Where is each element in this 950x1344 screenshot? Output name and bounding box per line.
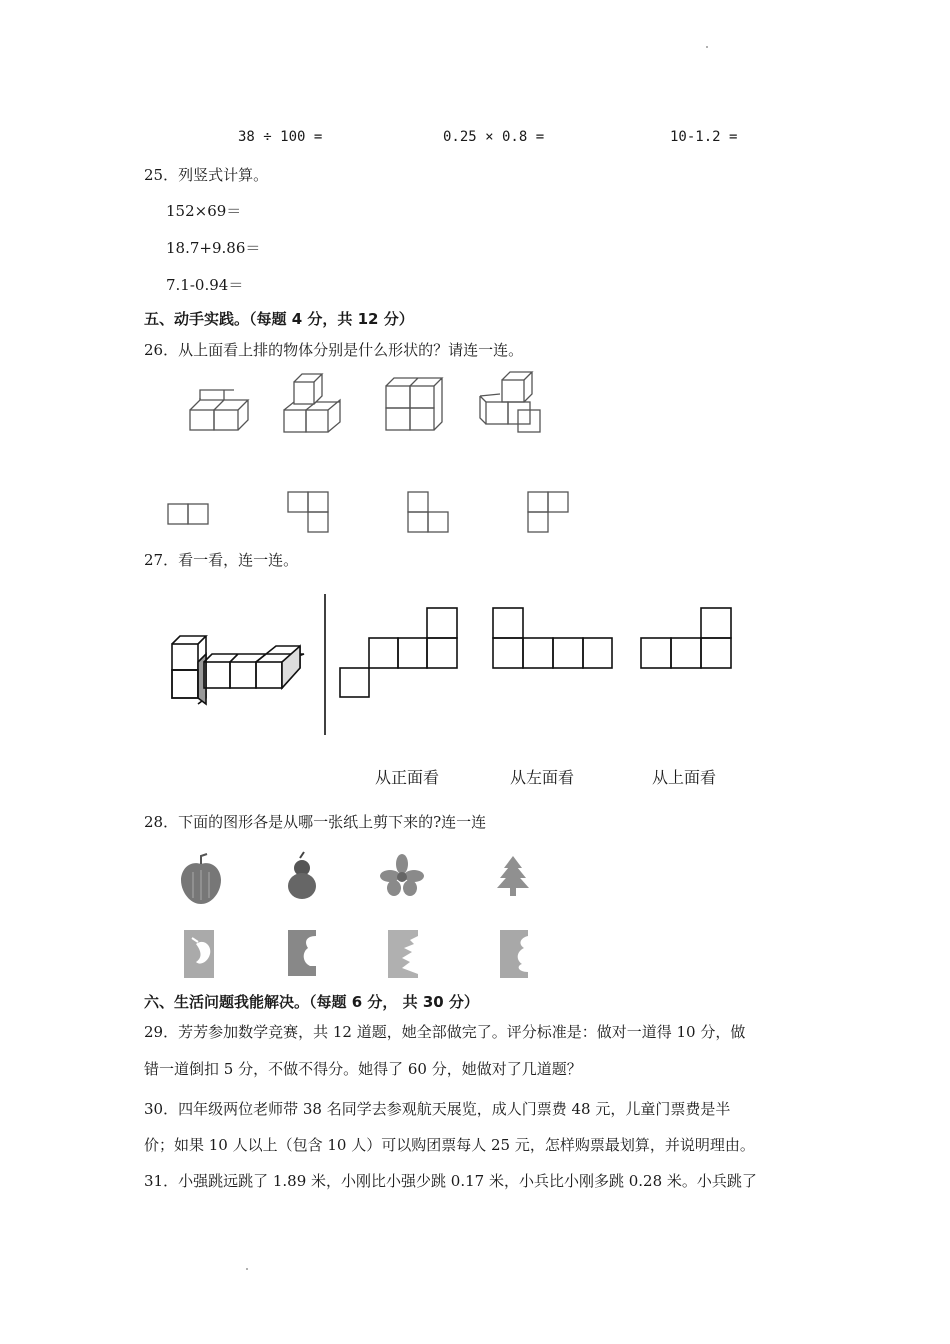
q26-solid-2-icon bbox=[284, 374, 340, 432]
apple-cutout-icon bbox=[181, 854, 221, 904]
q27-solid-icon bbox=[172, 636, 304, 704]
q26-solid-1-icon bbox=[190, 390, 248, 430]
q30-line-1: 30．四年级两位老师带 38 名同学去参观航天展览，成人门票费 48 元，儿童门票费是半 bbox=[144, 1100, 731, 1118]
q30-line-2: 价；如果 10 人以上（包含 10 人）可以购团票每人 25 元，怎样购票最划算，并说明理由。 bbox=[144, 1136, 755, 1154]
q31-line-1: 31．小强跳远跳了 1.89 米，小刚比小强少跳 0.17 米，小兵比小刚多跳 0.28 米。小兵跳了 bbox=[144, 1172, 757, 1190]
paper-with-flower-hole-icon bbox=[388, 930, 418, 978]
q28-cutouts bbox=[0, 848, 950, 988]
q26-view-3-icon bbox=[408, 492, 448, 532]
paper-with-apple-hole-icon bbox=[184, 930, 214, 978]
q28-title: 28．下面的图形各是从哪一张纸上剪下来的?连一连 bbox=[144, 813, 487, 831]
tree-cutout-icon bbox=[497, 856, 529, 896]
q29-line-1: 29．芳芳参加数学竞赛，共 12 道题，她全部做完了。评分标准是：做对一道得 10 分，做 bbox=[144, 1023, 746, 1041]
q26-solid-4-icon bbox=[480, 372, 540, 432]
q27-view-a-icon bbox=[340, 608, 457, 697]
q26-title: 26．从上面看上排的物体分别是什么形状的？请连一连。 bbox=[144, 341, 524, 359]
q27-label-front: 从正面看 bbox=[375, 768, 440, 787]
q25-item-1: 152×69＝ bbox=[166, 202, 242, 220]
q26-view-1-icon bbox=[168, 504, 208, 524]
q27-figures bbox=[0, 592, 950, 742]
q26-cube-figures bbox=[0, 372, 950, 532]
q27-label-top: 从上面看 bbox=[652, 768, 717, 787]
flower-cutout-icon bbox=[380, 854, 424, 896]
section5-heading: 五、动手实践。（每题 4 分，共 12 分） bbox=[144, 310, 414, 328]
paper-with-gourd-hole-icon bbox=[288, 930, 316, 976]
q27-view-b-icon bbox=[493, 608, 612, 668]
q27-view-c-icon bbox=[641, 608, 731, 668]
calc-item-2: 0.25 × 0.8 = bbox=[443, 129, 545, 145]
section6-heading: 六、生活问题我能解决。（每题 6 分， 共 30 分） bbox=[144, 993, 479, 1011]
q25-item-2: 18.7+9.86＝ bbox=[166, 239, 261, 257]
calc-item-3: 10-1.2 = bbox=[670, 129, 738, 145]
scan-speck bbox=[246, 1268, 248, 1270]
gourd-cutout-icon bbox=[288, 852, 316, 899]
q25-item-3: 7.1-0.94＝ bbox=[166, 276, 244, 294]
q27-title: 27．看一看，连一连。 bbox=[144, 551, 299, 569]
paper-with-tree-hole-icon bbox=[500, 930, 528, 978]
q27-label-left: 从左面看 bbox=[510, 768, 575, 787]
q26-solid-3-icon bbox=[386, 378, 442, 430]
q26-view-4-icon bbox=[528, 492, 568, 532]
scan-speck bbox=[706, 46, 708, 48]
q26-view-2-icon bbox=[288, 492, 328, 532]
calc-item-1: 38 ÷ 100 = bbox=[238, 129, 323, 145]
q29-line-2: 错一道倒扣 5 分，不做不得分。她得了 60 分，她做对了几道题？ bbox=[144, 1060, 582, 1078]
q25-title: 25．列竖式计算。 bbox=[144, 166, 269, 184]
